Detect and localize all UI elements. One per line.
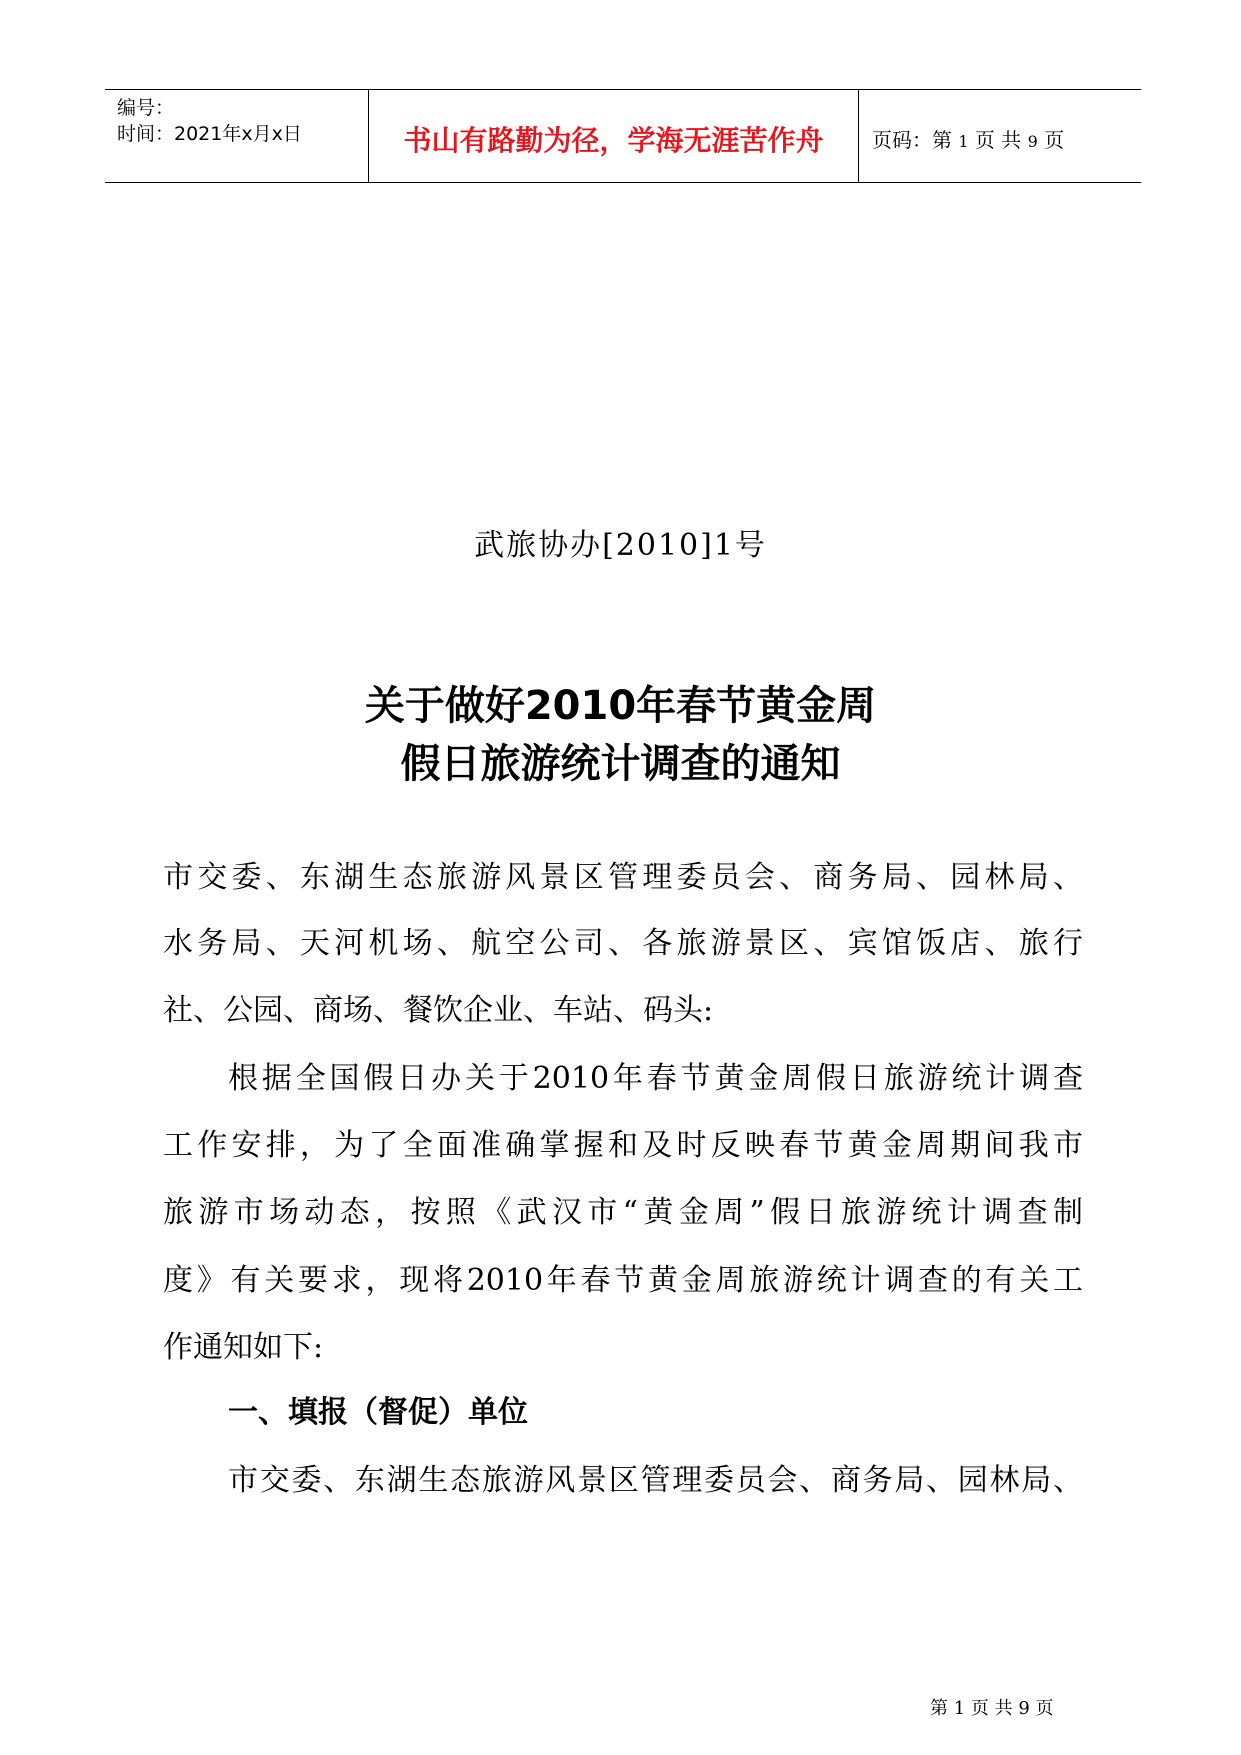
header-motto-cell <box>369 90 859 182</box>
page-end: 页 <box>1044 128 1065 152</box>
header-info-cell <box>105 90 369 182</box>
page-total: 9 <box>1027 132 1038 151</box>
document-number: 武旅协办[2010]1号 <box>474 528 767 563</box>
time-label: 时间：2021年x月x日 <box>117 123 302 145</box>
body-line-4: 度》有关要求，现将2010年春节黄金周旅游统计调查的有关工 <box>163 1263 1083 1298</box>
page-header <box>105 89 1141 183</box>
motto-text: 书山有路勤为径，学海无涯苦作舟 <box>403 124 824 157</box>
body-line-5: 作通知如下: <box>163 1330 324 1365</box>
body-line-1: 根据全国假日办关于2010年春节黄金周假日旅游统计调查 <box>228 1061 1083 1096</box>
document-title-line-2: 假日旅游统计调查的通知 <box>400 741 841 787</box>
section-heading: 一、填报（督促）单位 <box>228 1395 528 1430</box>
recipients-line-2: 水务局、天河机场、航空公司、各旅游景区、宾馆饭店、旅行 <box>163 926 1083 961</box>
document-title-line-1: 关于做好2010年春节黄金周 <box>364 683 877 729</box>
section-body-line-1: 市交委、东湖生态旅游风景区管理委员会、商务局、园林局、 <box>228 1463 1083 1498</box>
recipients-line-1: 市交委、东湖生态旅游风景区管理委员会、商务局、园林局、 <box>163 860 1083 895</box>
body-line-2: 工作安排，为了全面准确掌握和及时反映春节黄金周期间我市 <box>163 1128 1083 1163</box>
header-page-cell <box>860 90 1141 182</box>
recipients-line-3: 社、公园、商场、餐饮企业、车站、码头: <box>163 993 714 1028</box>
page-current: 1 <box>958 132 969 151</box>
page-footer: 第 1 页 共 9 页 <box>930 1698 1054 1719</box>
number-label: 编号： <box>117 97 175 119</box>
page-indicator <box>872 124 1064 153</box>
page-suffix: 页 共 <box>974 128 1022 152</box>
body-line-3: 旅游市场动态，按照《武汉市“黄金周”假日旅游统计调查制 <box>163 1195 1083 1230</box>
page-prefix: 页码：第 <box>872 128 952 152</box>
